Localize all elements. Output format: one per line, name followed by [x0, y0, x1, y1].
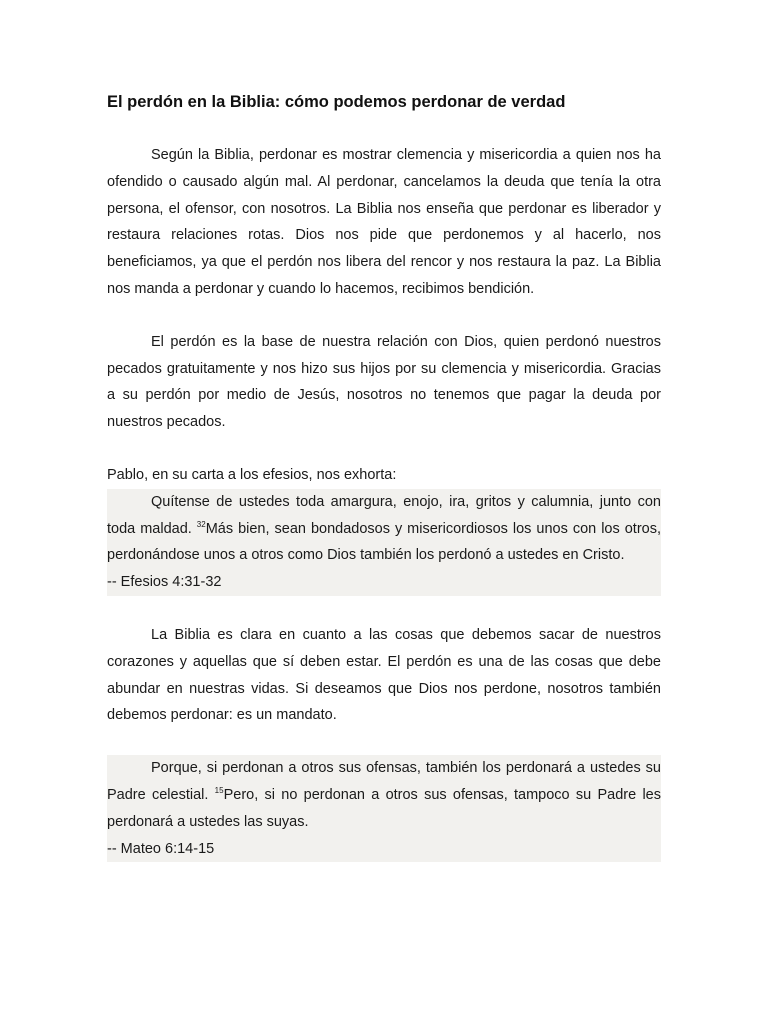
paragraph-spacer — [107, 303, 661, 329]
verse-number: 15 — [214, 785, 224, 795]
quote-reference: -- Mateo 6:14-15 — [107, 840, 215, 857]
paragraph-intro: Según la Biblia, perdonar es mostrar clemencia y misericordia a quien nos ha ofendido o causado algún mal. Al perdonar, cancelamos la deuda que tenía la otra persona, el ofensor, con nosotros. La Biblia nos enseña que perdonar es liberador y restaura relaciones rotas. Dios nos pide que perdonemos y al hacerlo, nos beneficiamos, ya que el perdón nos libera del rencor y nos restaura la paz. La Biblia nos manda a perdonar y cuando lo hacemos, recibimos bendición. — [107, 147, 661, 297]
quote-text — [107, 755, 661, 835]
paragraph-spacer — [107, 729, 661, 755]
quote-text-part1: Porque, si perdonan a otros sus ofensas, también los perdonará a ustedes su Padre celestial. — [107, 760, 661, 803]
quote-reference: -- Efesios 4:31-32 — [107, 574, 222, 591]
bible-quote-mateo — [107, 755, 661, 862]
quote-text — [107, 489, 661, 569]
quote-text-part2: Pero, si no perdonan a otros sus ofensas, tampoco su Padre les perdonará a ustedes las suyas. — [107, 786, 661, 830]
paragraph-pablo-intro: Pablo, en su carta a los efesios, nos exhorta: — [107, 466, 397, 483]
verse-number: 32 — [196, 519, 206, 529]
document-title: El perdón en la Biblia: cómo podemos perdonar de verdad — [107, 93, 566, 111]
paragraph-clarity: La Biblia es clara en cuanto a las cosas que debemos sacar de nuestros corazones y aquellas que sí deben estar. El perdón es una de las cosas que debe abundar en nuestras vidas. Si deseamos que Dios nos perdone, nosotros también debemos perdonar: es un mandato. — [107, 626, 661, 724]
bible-quote-efesios — [107, 489, 661, 596]
quote-text-part1: Quítense de ustedes toda amargura, enojo, ira, gritos y calumnia, junto con toda maldad. — [107, 493, 661, 537]
document-body — [107, 90, 661, 862]
quote-text-part2: Más bien, sean bondadosos y misericordiosos los unos con los otros, perdonándose unos a otros como Dios también los perdonó a ustedes en Cristo. — [107, 520, 661, 564]
paragraph-spacer — [107, 436, 661, 462]
paragraph-relationship: El perdón es la base de nuestra relación con Dios, quien perdonó nuestros pecados gratuitamente y nos hizo sus hijos por su clemencia y misericordia. Gracias a su perdón por medio de Jesús, nosotros no tenemos que pagar la deuda por nuestros pecados. — [107, 333, 661, 431]
paragraph-spacer — [107, 596, 661, 622]
